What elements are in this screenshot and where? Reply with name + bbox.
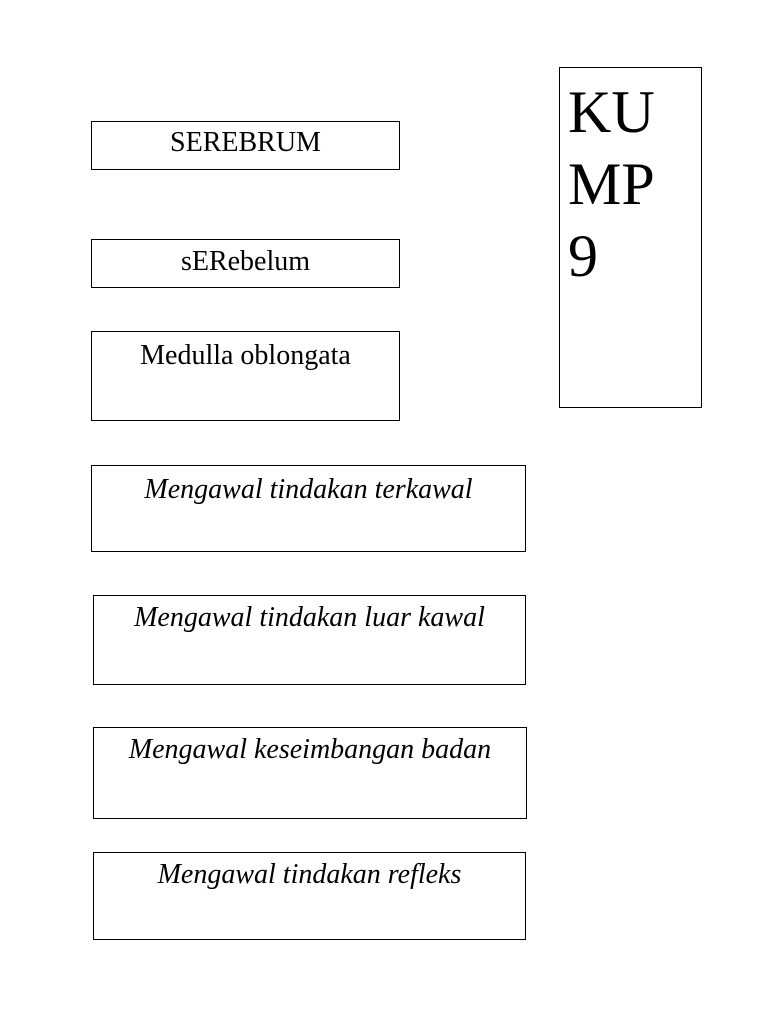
organ-card-medulla-oblongata[interactable] — [91, 331, 400, 421]
function-card-tindakan-terkawal[interactable] — [91, 465, 526, 552]
organ-card-serebrum[interactable] — [91, 121, 400, 170]
group-label: KU MP 9 — [568, 79, 655, 289]
organ-label: sERebelum — [180, 246, 311, 277]
function-label: Mengawal tindakan luar kawal — [134, 602, 485, 633]
function-card-tindakan-refleks[interactable] — [93, 852, 526, 940]
organ-label: Medulla oblongata — [140, 340, 351, 371]
function-card-tindakan-luar-kawal[interactable] — [93, 595, 526, 685]
group-label-box — [559, 67, 702, 408]
function-label: Mengawal keseimbangan badan — [128, 734, 492, 765]
function-label: Mengawal tindakan terkawal — [144, 474, 473, 505]
function-label: Mengawal tindakan refleks — [157, 859, 462, 890]
organ-card-serebelum[interactable] — [91, 239, 400, 288]
function-card-keseimbangan-badan[interactable] — [93, 727, 527, 819]
organ-label: SEREBRUM — [170, 127, 321, 158]
